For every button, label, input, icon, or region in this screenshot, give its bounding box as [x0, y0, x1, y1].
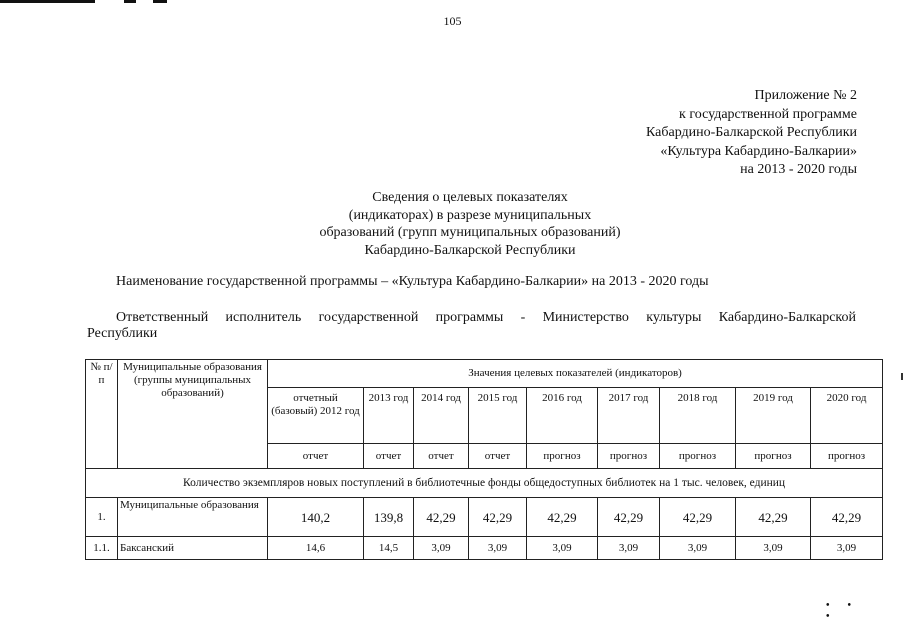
- appendix-line: Приложение № 2: [754, 88, 857, 103]
- row-value: 140,2: [268, 498, 364, 537]
- table-row: [86, 537, 883, 560]
- row-value: 3,09: [598, 537, 660, 560]
- header-type: отчет: [268, 444, 364, 469]
- row-value: 14,6: [268, 537, 364, 560]
- indicators-table: [85, 359, 883, 560]
- header-type: прогноз: [527, 444, 598, 469]
- page-number: 105: [443, 14, 462, 28]
- header-type: отчет: [364, 444, 414, 469]
- header-type: отчет: [414, 444, 469, 469]
- header-type: отчет: [469, 444, 527, 469]
- section-title: Количество экземпляров новых поступлений в библиотечные фонды общедоступных библиотек на 1 тыс. человек, единиц: [86, 469, 883, 498]
- row-value: 42,29: [598, 498, 660, 537]
- responsible-executor-line1: Ответственный исполнитель государственной программы - Министерство культуры Кабардино-Балкарской: [116, 310, 856, 325]
- appendix-header: [646, 87, 857, 180]
- scan-artifact-dash: [124, 0, 136, 3]
- title-line: образований (групп муниципальных образований): [319, 225, 621, 240]
- row-value: 139,8: [364, 498, 414, 537]
- header-type: прогноз: [811, 444, 883, 469]
- row-value: 42,29: [660, 498, 736, 537]
- header-year: 2013 год: [364, 388, 414, 444]
- row-value: 3,09: [414, 537, 469, 560]
- header-year: 2014 год: [414, 388, 469, 444]
- scan-artifact-dash: [153, 0, 167, 3]
- document-title: [230, 189, 710, 259]
- header-year: 2016 год: [527, 388, 598, 444]
- margin-mark: [901, 373, 903, 380]
- row-value: 3,09: [527, 537, 598, 560]
- header-year: 2015 год: [469, 388, 527, 444]
- row-value: 3,09: [811, 537, 883, 560]
- row-value: 42,29: [527, 498, 598, 537]
- header-municipality: Муниципальные образования (группы муниципальных образований): [118, 360, 268, 469]
- scan-artifact-marks: •• •: [826, 600, 870, 622]
- header-year: отчетный (базовый) 2012 год: [268, 388, 364, 444]
- title-line: Сведения о целевых показателях: [372, 190, 568, 205]
- header-type: прогноз: [736, 444, 811, 469]
- header-year: 2019 год: [736, 388, 811, 444]
- header-type: прогноз: [660, 444, 736, 469]
- row-number: 1.1.: [86, 537, 118, 560]
- responsible-executor-line2: Республики: [87, 326, 158, 341]
- title-line: Кабардино-Балкарской Республики: [364, 242, 576, 258]
- scan-artifact-line: [0, 0, 95, 3]
- row-value: 3,09: [736, 537, 811, 560]
- row-value: 3,09: [469, 537, 527, 560]
- table-row: [86, 498, 883, 537]
- title-line: (индикаторах) в разрезе муниципальных: [348, 207, 592, 223]
- header-year: 2017 год: [598, 388, 660, 444]
- appendix-line: на 2013 - 2020 годы: [740, 162, 857, 177]
- row-value: 42,29: [811, 498, 883, 537]
- header-indicator-values: Значения целевых показателей (индикаторов): [268, 360, 883, 388]
- row-value: 3,09: [660, 537, 736, 560]
- header-year: 2020 год: [811, 388, 883, 444]
- row-number: 1.: [86, 498, 118, 537]
- row-value: 42,29: [736, 498, 811, 537]
- row-value: 14,5: [364, 537, 414, 560]
- row-value: 42,29: [469, 498, 527, 537]
- program-name: Наименование государственной программы – «Культура Кабардино-Балкарии» на 2013 - 2020 годы: [116, 274, 709, 289]
- header-year: 2018 год: [660, 388, 736, 444]
- header-type: прогноз: [598, 444, 660, 469]
- appendix-line: «Культура Кабардино-Балкарии»: [660, 143, 857, 159]
- row-municipality: Баксанский: [118, 537, 268, 560]
- row-municipality: Муниципальные образования: [118, 498, 268, 537]
- appendix-line: к государственной программе: [679, 106, 857, 122]
- appendix-line: Кабардино-Балкарской Республики: [646, 125, 857, 140]
- header-number: № п/п: [86, 360, 118, 469]
- row-value: 42,29: [414, 498, 469, 537]
